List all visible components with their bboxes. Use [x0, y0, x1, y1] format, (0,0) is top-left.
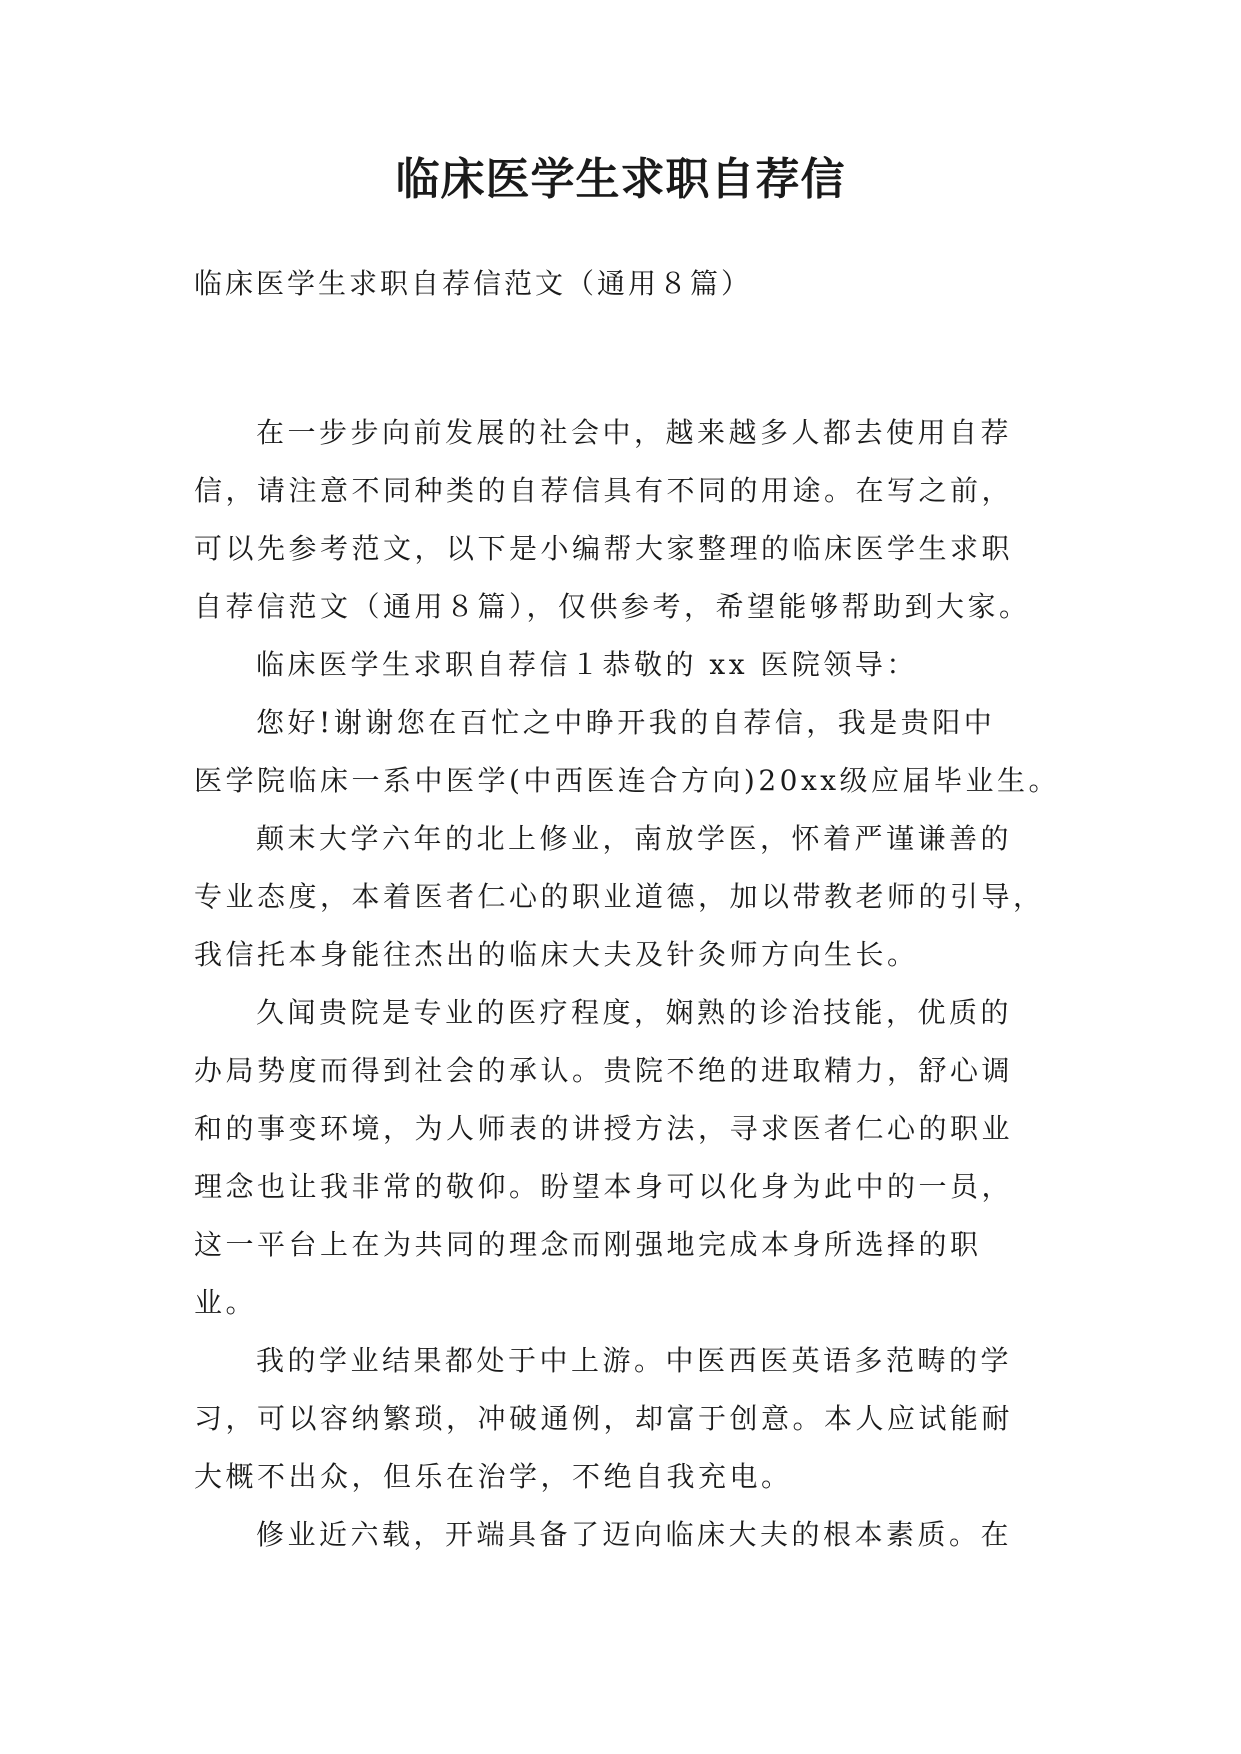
- paragraph-line: 我的学业结果都处于中上游。中医西医英语多范畴的学: [256, 1344, 1013, 1377]
- paragraph: [194, 404, 1074, 636]
- paragraph-line: 临床医学生求职自荐信１恭敬的 xx 医院领导：: [256, 648, 918, 681]
- paragraph-line: 自荐信范文（通用８篇），仅供参考，希望能够帮助到大家。: [194, 590, 1031, 623]
- paragraph: [194, 984, 1074, 1332]
- paragraph-line: 可以先参考范文，以下是小编帮大家整理的临床医学生求职: [194, 532, 1014, 565]
- paragraph-line: 医学院临床一系中医学(中西医连合方向)20xx级应届毕业生。: [194, 764, 1061, 797]
- paragraph: [194, 636, 1074, 694]
- paragraph-line: 我信托本身能往杰出的临床大夫及针灸师方向生长。: [194, 938, 919, 971]
- paragraph-line: 办局势度而得到社会的承认。贵院不绝的进取精力，舒心调: [194, 1054, 1014, 1087]
- paragraph-line: 久闻贵院是专业的医疗程度，娴熟的诊治技能，优质的: [256, 996, 1013, 1029]
- paragraph-line: 这一平台上在为共同的理念而刚强地完成本身所选择的职: [194, 1228, 982, 1261]
- document-subtitle: 临床医学生求职自荐信范文（通用８篇）: [194, 267, 753, 300]
- paragraph-line: 颠末大学六年的北上修业，南放学医，怀着严谨谦善的: [256, 822, 1013, 855]
- paragraph-line: 和的事变环境，为人师表的讲授方法，寻求医者仁心的职业: [194, 1112, 1014, 1145]
- paragraph-line: 专业态度，本着医者仁心的职业道德，加以带教老师的引导，: [194, 880, 1045, 913]
- paragraph-line: 大概不出众，但乐在治学，不绝自我充电。: [194, 1460, 793, 1493]
- paragraph-line: 习，可以容纳繁琐，冲破通例，却富于创意。本人应试能耐: [194, 1402, 1014, 1435]
- paragraph-line: 理念也让我非常的敬仰。盼望本身可以化身为此中的一员，: [194, 1170, 1014, 1203]
- document-title: 临床医学生求职自荐信: [395, 154, 846, 205]
- paragraph-line: 信，请注意不同种类的自荐信具有不同的用途。在写之前，: [194, 474, 1014, 507]
- paragraph: [194, 810, 1074, 984]
- paragraph: [194, 1332, 1074, 1506]
- paragraph: [194, 1506, 1074, 1564]
- paragraph: [194, 694, 1074, 810]
- paragraph-line: 修业近六载，开端具备了迈向临床大夫的根本素质。在: [256, 1518, 1013, 1551]
- document-body: [194, 404, 1074, 1564]
- paragraph-line: 您好!谢谢您在百忙之中睁开我的自荐信，我是贵阳中: [256, 706, 996, 739]
- paragraph-line: 在一步步向前发展的社会中，越来越多人都去使用自荐: [256, 416, 1013, 449]
- paragraph-line: 业。: [194, 1286, 258, 1319]
